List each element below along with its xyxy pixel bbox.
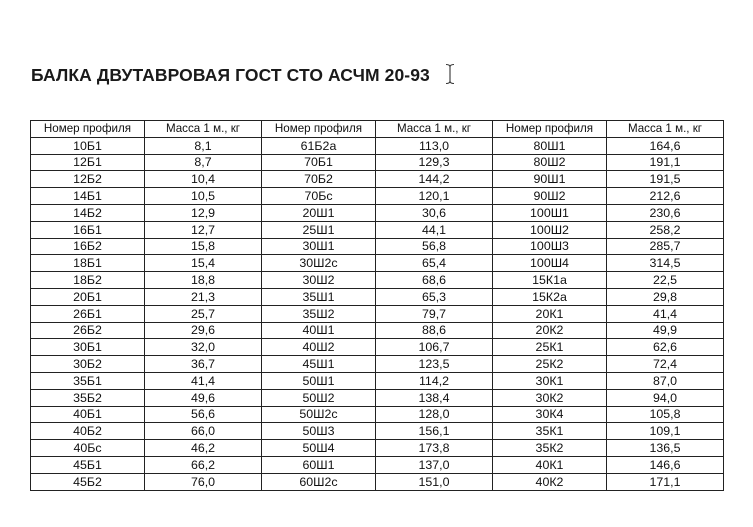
cell-profile: 16Б1 xyxy=(31,221,145,238)
cell-profile: 35Б2 xyxy=(31,389,145,406)
cell-mass: 32,0 xyxy=(145,339,262,356)
cell-mass: 120,1 xyxy=(376,188,493,205)
table-row xyxy=(31,188,724,205)
cell-profile: 18Б2 xyxy=(31,272,145,289)
table-body xyxy=(31,137,724,490)
header-mass-2: Масса 1 м., кг xyxy=(376,121,493,138)
cell-profile: 40Ш2 xyxy=(262,339,376,356)
cell-mass: 113,0 xyxy=(376,137,493,154)
cell-profile: 100Ш3 xyxy=(493,238,607,255)
cell-mass: 88,6 xyxy=(376,322,493,339)
cell-mass: 137,0 xyxy=(376,456,493,473)
text-cursor-icon xyxy=(444,63,456,85)
table-row xyxy=(31,137,724,154)
cell-mass: 258,2 xyxy=(607,221,724,238)
cell-profile: 100Ш1 xyxy=(493,204,607,221)
cell-mass: 87,0 xyxy=(607,372,724,389)
table-row xyxy=(31,171,724,188)
cell-profile: 35К1 xyxy=(493,423,607,440)
cell-profile: 45Ш1 xyxy=(262,356,376,373)
cell-mass: 79,7 xyxy=(376,305,493,322)
cell-profile: 26Б1 xyxy=(31,305,145,322)
cell-profile: 60Ш1 xyxy=(262,456,376,473)
cell-mass: 212,6 xyxy=(607,188,724,205)
cell-mass: 171,1 xyxy=(607,473,724,490)
table-row xyxy=(31,322,724,339)
cell-mass: 41,4 xyxy=(145,372,262,389)
cell-profile: 70Б2 xyxy=(262,171,376,188)
cell-mass: 128,0 xyxy=(376,406,493,423)
cell-mass: 138,4 xyxy=(376,389,493,406)
cell-profile: 25Ш1 xyxy=(262,221,376,238)
cell-mass: 66,0 xyxy=(145,423,262,440)
profiles-table-container xyxy=(30,120,703,491)
table-row xyxy=(31,423,724,440)
cell-mass: 156,1 xyxy=(376,423,493,440)
profiles-table xyxy=(30,120,724,491)
cell-profile: 35Ш1 xyxy=(262,288,376,305)
cell-mass: 22,5 xyxy=(607,272,724,289)
cell-mass: 12,7 xyxy=(145,221,262,238)
cell-mass: 29,6 xyxy=(145,322,262,339)
cell-mass: 191,5 xyxy=(607,171,724,188)
cell-profile: 100Ш2 xyxy=(493,221,607,238)
cell-profile: 80Ш2 xyxy=(493,154,607,171)
table-row xyxy=(31,238,724,255)
header-mass-3: Масса 1 м., кг xyxy=(607,121,724,138)
cell-profile: 14Б2 xyxy=(31,204,145,221)
cell-profile: 50Ш2 xyxy=(262,389,376,406)
cell-mass: 173,8 xyxy=(376,440,493,457)
cell-mass: 230,6 xyxy=(607,204,724,221)
cell-mass: 151,0 xyxy=(376,473,493,490)
cell-profile: 30К2 xyxy=(493,389,607,406)
cell-profile: 25К1 xyxy=(493,339,607,356)
cell-mass: 30,6 xyxy=(376,204,493,221)
table-row xyxy=(31,372,724,389)
cell-profile: 40Б1 xyxy=(31,406,145,423)
cell-mass: 68,6 xyxy=(376,272,493,289)
cell-profile: 50Ш4 xyxy=(262,440,376,457)
cell-profile: 20Ш1 xyxy=(262,204,376,221)
cell-mass: 8,1 xyxy=(145,137,262,154)
title-row xyxy=(31,62,456,88)
cell-mass: 36,7 xyxy=(145,356,262,373)
cell-mass: 191,1 xyxy=(607,154,724,171)
cell-profile: 10Б1 xyxy=(31,137,145,154)
cell-mass: 15,4 xyxy=(145,255,262,272)
cell-mass: 66,2 xyxy=(145,456,262,473)
cell-profile: 80Ш1 xyxy=(493,137,607,154)
cell-profile: 50Ш1 xyxy=(262,372,376,389)
table-row xyxy=(31,288,724,305)
header-profile-3: Номер профиля xyxy=(493,121,607,138)
cell-profile: 35К2 xyxy=(493,440,607,457)
cell-profile: 15К2а xyxy=(493,288,607,305)
cell-profile: 30Б2 xyxy=(31,356,145,373)
cell-profile: 20К1 xyxy=(493,305,607,322)
cell-profile: 100Ш4 xyxy=(493,255,607,272)
cell-mass: 146,6 xyxy=(607,456,724,473)
cell-mass: 106,7 xyxy=(376,339,493,356)
cell-mass: 94,0 xyxy=(607,389,724,406)
cell-profile: 30Ш2 xyxy=(262,272,376,289)
cell-profile: 45Б2 xyxy=(31,473,145,490)
cell-profile: 60Ш2с xyxy=(262,473,376,490)
cell-profile: 14Б1 xyxy=(31,188,145,205)
cell-profile: 15К1а xyxy=(493,272,607,289)
cell-profile: 16Б2 xyxy=(31,238,145,255)
table-row xyxy=(31,272,724,289)
cell-profile: 35Ш2 xyxy=(262,305,376,322)
cell-profile: 30К4 xyxy=(493,406,607,423)
cell-mass: 136,5 xyxy=(607,440,724,457)
cell-mass: 109,1 xyxy=(607,423,724,440)
cell-profile: 40Ш1 xyxy=(262,322,376,339)
table-row xyxy=(31,255,724,272)
table-row xyxy=(31,473,724,490)
cell-mass: 18,8 xyxy=(145,272,262,289)
cell-mass: 46,2 xyxy=(145,440,262,457)
cell-mass: 41,4 xyxy=(607,305,724,322)
cell-profile: 20К2 xyxy=(493,322,607,339)
cell-mass: 76,0 xyxy=(145,473,262,490)
header-profile-1: Номер профиля xyxy=(31,121,145,138)
cell-mass: 72,4 xyxy=(607,356,724,373)
cell-mass: 25,7 xyxy=(145,305,262,322)
cell-profile: 30Б1 xyxy=(31,339,145,356)
table-row xyxy=(31,440,724,457)
cell-mass: 49,9 xyxy=(607,322,724,339)
table-header-row xyxy=(31,121,724,138)
cell-profile: 12Б2 xyxy=(31,171,145,188)
cell-mass: 56,8 xyxy=(376,238,493,255)
table-row xyxy=(31,389,724,406)
table-row xyxy=(31,356,724,373)
cell-profile: 40К2 xyxy=(493,473,607,490)
cell-profile: 40Б2 xyxy=(31,423,145,440)
cell-mass: 114,2 xyxy=(376,372,493,389)
cell-profile: 30Ш1 xyxy=(262,238,376,255)
cell-mass: 65,4 xyxy=(376,255,493,272)
cell-mass: 49,6 xyxy=(145,389,262,406)
cell-profile: 40К1 xyxy=(493,456,607,473)
header-profile-2: Номер профиля xyxy=(262,121,376,138)
cell-profile: 50Ш3 xyxy=(262,423,376,440)
cell-profile: 70Б1 xyxy=(262,154,376,171)
cell-profile: 12Б1 xyxy=(31,154,145,171)
cell-profile: 90Ш1 xyxy=(493,171,607,188)
cell-mass: 44,1 xyxy=(376,221,493,238)
cell-mass: 144,2 xyxy=(376,171,493,188)
cell-mass: 164,6 xyxy=(607,137,724,154)
cell-mass: 65,3 xyxy=(376,288,493,305)
cell-profile: 35Б1 xyxy=(31,372,145,389)
cell-profile: 20Б1 xyxy=(31,288,145,305)
header-mass-1: Масса 1 м., кг xyxy=(145,121,262,138)
cell-mass: 12,9 xyxy=(145,204,262,221)
cell-profile: 26Б2 xyxy=(31,322,145,339)
cell-mass: 314,5 xyxy=(607,255,724,272)
cell-profile: 45Б1 xyxy=(31,456,145,473)
cell-profile: 30К1 xyxy=(493,372,607,389)
cell-mass: 123,5 xyxy=(376,356,493,373)
cell-profile: 18Б1 xyxy=(31,255,145,272)
cell-profile: 70Бс xyxy=(262,188,376,205)
cell-mass: 105,8 xyxy=(607,406,724,423)
cell-mass: 29,8 xyxy=(607,288,724,305)
cell-mass: 15,8 xyxy=(145,238,262,255)
table-row xyxy=(31,406,724,423)
cell-mass: 10,4 xyxy=(145,171,262,188)
cell-profile: 61Б2а xyxy=(262,137,376,154)
cell-mass: 8,7 xyxy=(145,154,262,171)
table-row xyxy=(31,154,724,171)
cell-profile: 40Бс xyxy=(31,440,145,457)
table-row xyxy=(31,339,724,356)
page-title: БАЛКА ДВУТАВРОВАЯ ГОСТ СТО АСЧМ 20-93 xyxy=(31,64,430,85)
cell-mass: 129,3 xyxy=(376,154,493,171)
cell-profile: 50Ш2с xyxy=(262,406,376,423)
table-row xyxy=(31,305,724,322)
table-row xyxy=(31,221,724,238)
cell-profile: 90Ш2 xyxy=(493,188,607,205)
table-row xyxy=(31,204,724,221)
cell-mass: 21,3 xyxy=(145,288,262,305)
cell-mass: 285,7 xyxy=(607,238,724,255)
cell-mass: 62,6 xyxy=(607,339,724,356)
table-row xyxy=(31,456,724,473)
cell-mass: 10,5 xyxy=(145,188,262,205)
cell-profile: 25К2 xyxy=(493,356,607,373)
cell-mass: 56,6 xyxy=(145,406,262,423)
cell-profile: 30Ш2с xyxy=(262,255,376,272)
